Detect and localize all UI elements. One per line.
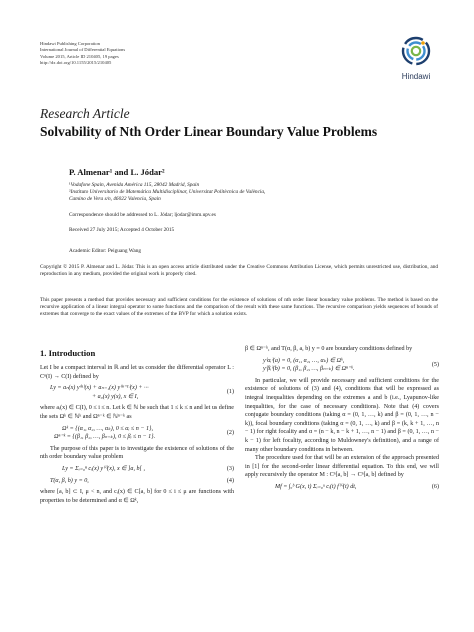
journal-header (40, 41, 125, 66)
received-dates: Received 27 July 2015; Accepted 4 October 2015 (69, 227, 175, 233)
paragraph: The purpose of this paper is to investigate the existence of solutions of the nth order boundary value problem (40, 445, 234, 461)
paragraph: Let I be a compact interval in ℝ and let us consider the differential operator L : Cⁿ(I) → C(I) defined by (40, 365, 234, 380)
doi-link[interactable]: http://dx.doi.org/10.1155/2015/210405 (40, 59, 112, 65)
correspondence: Correspondence should be addressed to L. Jódar; ljodar@imm.upv.es (69, 212, 216, 218)
equation-2: Ωᵏ = {(α₁, α₂, …, αₖ), 0 ≤ αᵢ ≤ n − 1}, Ωⁿ⁻ᵏ = {(β₁, β₂, …, βₙ₋ₖ), 0 ≤ βᵢ ≤ n − 1}. (2) (54, 425, 234, 441)
affiliation-1: ¹Vodafone Spain, Avenida América 115, 28042 Madrid, Spain (69, 182, 200, 188)
column-left (40, 364, 234, 505)
equation-number: (4) (226, 477, 234, 484)
equation-number: (5) (431, 361, 439, 368)
article-title: Solvability of Nth Order Linear Boundary Value Problems (40, 124, 378, 139)
copyright-notice: Copyright © 2015 P. Almenar and L. Jódar. This is an open access article distributed under the Creative Commons Attribution License, which permits unrestricted use, distribution, and reproduction in any medium, provided the original work is properly cited. (40, 264, 438, 277)
equation-number: (3) (226, 465, 234, 472)
article-type: Research Article (40, 106, 130, 121)
paragraph: In particular, we will provide necessary and sufficient conditions for the existence of solutions of (3) and (4), conditions that will be expressed as integral inequalities depending on the extremes a and b (i.e., Lyapunov-like inequalities, for the case of necessary conditions). Note that (4) covers conjugate boundary conditions (taking α = (0, 1, …, k) and β = (0, 1, …, n − k)), focal boundary conditions (taking α = (0, 1, …, k) and β = (k, k + 1, …, n − 1) for right focality and α = (n − k, n − k + 1, …, n − 1) and β = (0, 1, …, n − k − 1) for left focality, according to Muldowney's definition), and a range of many other boundary conditions in between. (245, 377, 439, 453)
author-list: P. Almenar¹ and L. Jódar² (69, 167, 165, 177)
abstract: This paper presents a method that provides necessary and sufficient conditions for the existence of solutions of nth order linear boundary value problems. The method is based on the recursive application of a linear integral operator to some functions and the comparison of the result with these same functions. The recursive comparison yields sequences of bounds of extremes that converge to the exact values of the extremes of the BVP for which a solution exists. (40, 297, 438, 317)
academic-editor: Academic Editor: Peiguang Wang (69, 248, 141, 254)
equation-1: Ly = aₙ(x) y⁽ⁿ⁾(x) + aₙ₋₁(x) y⁽ⁿ⁻¹⁾(x) + ··· + a₀(x) y(x), x ∈ I, (1) (50, 385, 234, 400)
equation-6: Mf = ∫ₐᵇ G(x, t) Σᵢ₌₀ᵘ cᵢ(t) f⁽ⁱ⁾(t) dt, (6) (275, 483, 439, 490)
hindawi-logo (396, 36, 436, 81)
paragraph: where [a, b] ⊂ I, μ < n, and cᵢ(x) ∈ C[a, b] for 0 ≤ i ≤ μ are functions with properties to be determined and α ∈ Ωᵏ, (40, 489, 234, 504)
equation-number: (1) (226, 389, 234, 396)
paragraph: The procedure used for that will be an extension of the approach presented in [1] for the second-order linear differential equation. To this end, we will apply recursively the operator M : Cⁿ[a, b] → Cⁿ[a, b] defined by (245, 455, 439, 479)
affiliations (69, 182, 265, 202)
equation-5: y⁽αᵢ⁾(a) = 0, (α₁, α₂, …, αₖ) ∈ Ωᵏ, y⁽βᵢ⁾(b) = 0, (β₁, β₂, …, βₙ₋ₖ) ∈ Ωⁿ⁻ᵏ. (5) (263, 357, 439, 373)
equation-4: T(α, β, b) y = 0, (4) (50, 477, 234, 484)
equation-number: (6) (431, 483, 439, 490)
volume-line: Volume 2015, Article ID 210405, 19 pages (40, 53, 119, 59)
equation-number: (2) (226, 429, 234, 436)
equation-3: Ly = Σᵢ₌₀ⁿ cᵢ(x) y⁽ⁱ⁾(x), x ∈ ]a, b[ , (3) (62, 465, 234, 472)
journal-line: International Journal of Differential Equations (40, 47, 126, 53)
hindawi-logo-icon (401, 36, 431, 66)
section-heading: 1. Introduction (40, 348, 96, 358)
paragraph: β ∈ Ωⁿ⁻ᵏ, and T(α, β, a, b) y = 0 are boundary conditions defined by (245, 346, 413, 352)
paragraph: where aᵢ(x) ∈ C(I), 0 ≤ i ≤ n. Let k ∈ ℕ be such that 1 ≤ k ≤ n and let us define the sets Ωᵏ ∈ ℕᵏ and Ωⁿ⁻ᵏ ∈ ℕⁿ⁻ᵏ as (40, 405, 235, 420)
affiliation-2-cont: Camino de Vera s/n, 46022 Valencia, Spain (69, 195, 161, 202)
affiliation-2: ²Instituto Universitario de Matemática Multidisciplinar, Universitat Politècnica de València, (69, 188, 266, 195)
column-right (245, 345, 439, 495)
hindawi-wordmark: Hindawi (401, 72, 431, 81)
publisher-line: Hindawi Publishing Corporation (40, 41, 100, 46)
